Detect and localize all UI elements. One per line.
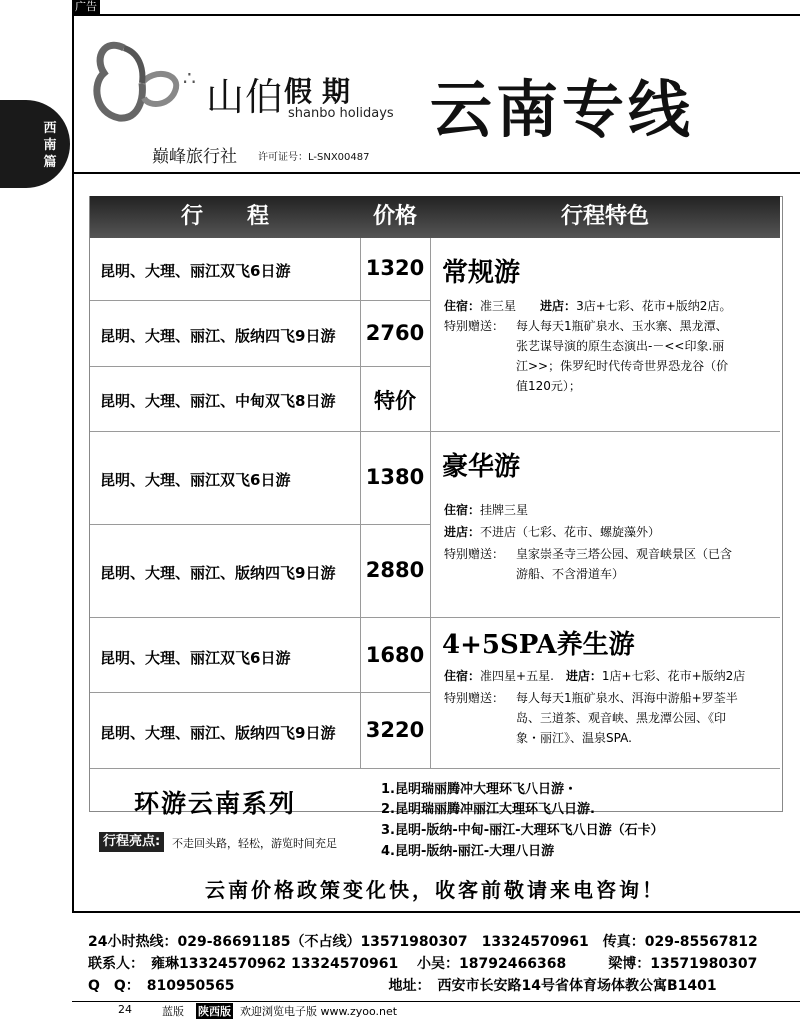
- feature-luxury-shop: 进店：不进店（七彩、花市、螺旋藻外）: [444, 525, 661, 539]
- feature-spa-stay: 住宿：准四星+五星. 进店：1店+七彩、花市+版纳2店: [444, 669, 746, 683]
- route-row-4: 昆明、大理、丽江双飞6日游: [100, 471, 291, 489]
- feature-luxury-stay: 住宿：挂牌三星: [444, 503, 529, 517]
- qq-address: Q Q： 810950565 地址： 西安市长安路14号省体育场体教公寓B1401: [88, 978, 717, 994]
- contact-rule: [72, 911, 800, 913]
- route-row-1: 昆明、大理、丽江双飞6日游: [100, 262, 291, 280]
- ad-label: 广告: [72, 0, 100, 14]
- row-divider: [90, 524, 430, 525]
- price-row-5: 2880: [365, 558, 425, 582]
- feature-spa-gift-label: 特别赠送：: [444, 691, 505, 705]
- row-divider: [90, 692, 430, 693]
- butterfly-logo-icon: [84, 28, 194, 138]
- loop-item-4: 4.昆明-版纳-丽江-大理八日游: [381, 844, 555, 859]
- feature-spa-title: 4+5SPA养生游: [442, 630, 635, 660]
- group-divider: [90, 431, 780, 432]
- side-tab-label: 西 南 篇: [43, 121, 57, 170]
- price-row-7: 3220: [365, 718, 425, 742]
- header-rule: [72, 172, 800, 174]
- highlight-text: 不走回头路，轻松，游览时间充足: [172, 837, 337, 850]
- route-row-3: 昆明、大理、丽江、中甸双飞8日游: [100, 392, 336, 410]
- loop-series-title: 环游云南系列: [134, 789, 297, 818]
- price-row-2: 2760: [365, 321, 425, 345]
- row-divider: [90, 366, 430, 367]
- logo-english: shanbo holidays: [288, 106, 394, 121]
- price-notice: 云南价格政策变化快，收客前敬请来电咨询！: [205, 878, 665, 902]
- header-features: 行程特色: [560, 204, 649, 229]
- feature-luxury-gift-label: 特别赠送：: [444, 547, 505, 561]
- logo-dots: ∴: [183, 66, 196, 90]
- header-route: 行 程: [180, 204, 269, 229]
- page-title: 云南专线: [430, 73, 695, 146]
- group-divider: [90, 768, 780, 769]
- col-divider-1: [360, 238, 361, 768]
- feature-spa-gift: 每人每天1瓶矿泉水、洱海中游船+罗荃半 岛、三道茶、观音峡、黑龙潭公园、《印 象・丽江》、温泉SPA.: [516, 691, 738, 745]
- route-row-2: 昆明、大理、丽江、版纳四飞9日游: [100, 327, 336, 345]
- loop-item-3: 3.昆明-版纳-中甸-丽江-大理环飞八日游（石卡）: [381, 823, 664, 838]
- feature-regular-gift: 每人每天1瓶矿泉水、玉水寨、黑龙潭、 张艺谋导演的原生态演出-－<<印象.丽 江>>；侏罗纪时代传奇世界恐龙谷（价 值120元）；: [516, 319, 729, 393]
- header-price: 价格: [372, 204, 417, 229]
- feature-luxury-title: 豪华游: [442, 452, 521, 482]
- footer-text: 欢迎浏览电子版 www.zyoo.net: [240, 1005, 398, 1018]
- agency-name: 巅峰旅行社: [152, 147, 237, 167]
- price-row-6: 1680: [365, 643, 425, 667]
- highlight-tag: 行程亮点:: [99, 832, 164, 852]
- col-divider-2: [430, 238, 431, 768]
- footer-brand-box: 陕西版: [198, 1005, 231, 1018]
- contacts: 联系人： 雍琳13324570962 13324570961 小吴：18792466368 梁博：13571980307: [88, 956, 758, 972]
- logo-main-text: 山伯: [206, 75, 285, 119]
- feature-regular-stay: 住宿：准三星 进店：3店+七彩、花市+版纳2店。: [444, 299, 732, 313]
- route-row-6: 昆明、大理、丽江双飞6日游: [100, 649, 291, 667]
- group-divider: [90, 617, 780, 618]
- route-row-5: 昆明、大理、丽江、版纳四飞9日游: [100, 564, 336, 582]
- route-row-7: 昆明、大理、丽江、版纳四飞9日游: [100, 724, 336, 742]
- feature-luxury-gift: 皇家崇圣寺三塔公园、观音峡景区（已含 游船、不含滑道车）: [516, 547, 733, 581]
- feature-regular-gift-label: 特别赠送：: [444, 319, 505, 333]
- logo-sub-text: 假期: [284, 75, 361, 108]
- footer-rule: [72, 1001, 800, 1002]
- hotline: 24小时热线：029-86691185（不占线）13571980307 13324570961 传真：029-85567812: [88, 934, 758, 950]
- page-number: 24: [118, 1003, 132, 1016]
- footer-section: 蓝版: [162, 1005, 184, 1018]
- loop-item-1: 1.昆明瑞丽腾冲大理环飞八日游・: [381, 782, 577, 797]
- license-number: 许可证号：L-SNX00487: [258, 152, 370, 163]
- price-row-3: 特价: [374, 389, 416, 413]
- loop-item-2: 2.昆明瑞丽腾冲丽江大理环飞八日游.: [381, 802, 595, 817]
- feature-regular-title: 常规游: [442, 258, 521, 288]
- price-row-1: 1320: [365, 256, 425, 280]
- row-divider: [90, 300, 430, 301]
- price-row-4: 1380: [365, 465, 425, 489]
